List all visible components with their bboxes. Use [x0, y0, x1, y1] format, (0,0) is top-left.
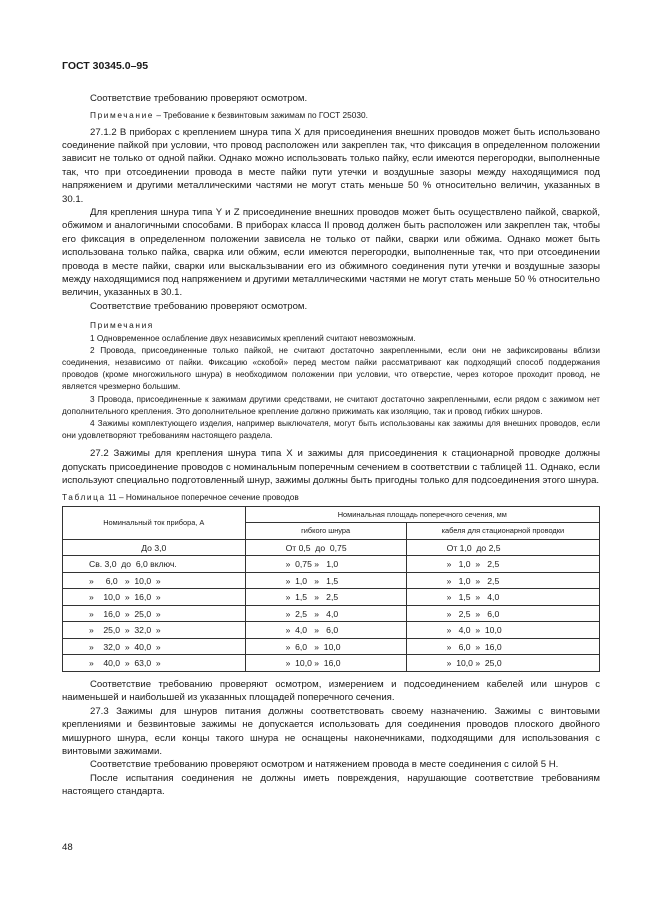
- table-cell: Св. 3,0 до 6,0 включ.: [63, 556, 246, 573]
- paragraph: Соответствие требованию проверяют осмотром.: [90, 93, 308, 104]
- paragraph: 27.2 Зажимы для крепления шнура типа X и зажимы для присоединения к стационарной проводке должны допускать присоединение проводов с номинальным поперечным сечением в соответствии с таблицей 11. Однако, если используют специально подготовленный шнур, зажимы должны быть пригодны только для подсоединения этого шнура.: [62, 448, 600, 487]
- document-header: ГОСТ 30345.0–95: [62, 60, 149, 72]
- header-flex-cord: гибкого шнура: [245, 523, 406, 540]
- note-item: 4 Зажимы комплектующего изделия, например выключателя, могут быть использованы как зажимы для внешних проводов, если они удовлетворяют требованиям настоящего раздела.: [62, 417, 600, 441]
- table-cell: » 10,0 » 16,0: [245, 655, 406, 672]
- paragraph: 27.3 Зажимы для шнуров питания должны соответствовать своему назначению. Зажимы с винтовыми креплениями и безвинтовые зажимы не допускается использовать для соединения проводов плоского двойного мишурного шнура, если концы такого шнура не оснащены наконечниками, подходящими для использования с винтовыми зажимами.: [62, 705, 600, 757]
- table-caption-text: 11 – Номинальное поперечное сечение проводов: [105, 491, 299, 502]
- header-area: Номинальная площадь поперечного сечения, мм: [245, 506, 599, 523]
- table-row: [63, 622, 600, 639]
- table-row: [63, 655, 600, 672]
- table-row: [63, 556, 600, 573]
- paragraph: Для крепления шнура типа Y и Z присоединение внешних проводов может быть осуществлено пайкой, сваркой, обжимом и аналогичными способами. В приборах класса II провод должен быть расположен или закреплен так, чтобы его фиксация в определенном положении зависела не только от пайки, сварки или обжима. Однако может быть использована только пайка, сварка или обжим, если имеются перегородки, выполненные так, что при отсоединении провода в месте пайки, сварки или выскальзывании его из обжимного соединения пути утечки и воздушные зазоры между находящимися под напряжением и другими металлическими частями не могут стать меньше 50 % относительно величин, указанных в 30.1.: [62, 207, 600, 299]
- table-cell: » 1,0 » 2,5: [406, 572, 599, 589]
- table-cell: » 4,0 » 6,0: [245, 622, 406, 639]
- document-body: [62, 92, 600, 799]
- table-cell: » 4,0 » 10,0: [406, 622, 599, 639]
- table-row: [63, 539, 600, 556]
- table-cell: » 6,0 » 16,0: [406, 638, 599, 655]
- table-cell: От 1,0 до 2,5: [406, 539, 599, 556]
- paragraph: Соответствие требованию проверяют осмотром, измерением и подсоединением кабелей или шнуров с наименьшей и наибольшей из указанных площадей поперечного сечения.: [62, 678, 600, 704]
- table-row: [63, 638, 600, 655]
- table-cell: » 2,5 » 4,0: [245, 605, 406, 622]
- paragraph: 27.1.2 В приборах с креплением шнура типа X для присоединения внешних проводов может быть использовано соединение пайкой при условии, что провод расположен или закреплен так, что фиксация в определенном положении зависит не только от одной пайки. Однако можно использовать только пайку, если имеются перегородки, выполненные так, что при отсоединении провода в месте пайки пути утечки и воздушные зазоры между находящимися под напряжением и другими металлическими частями не могут стать меньше 50 % относительно величин, указанных в 30.1.: [62, 126, 600, 205]
- note-item: 1 Одновременное ослабление двух независимых креплений считают невозможным.: [90, 332, 416, 343]
- table-cell: » 40,0 » 63,0 »: [63, 655, 246, 672]
- table-caption-label: Таблица: [62, 491, 106, 502]
- note-label: Примечание: [90, 110, 155, 121]
- note-text: – Требование к безвинтовым зажимам по ГОСТ 25030.: [154, 110, 368, 121]
- table-cell: » 1,0 » 2,5: [406, 556, 599, 573]
- paragraph: После испытания соединения не должны иметь повреждения, нарушающие соответствие требованиям настоящего стандарта.: [62, 772, 600, 798]
- notes-heading: Примечания: [90, 320, 154, 331]
- table-cell: » 6,0 » 10,0: [245, 638, 406, 655]
- note-item: 3 Провода, присоединенные к зажимам другими средствами, не считают достаточно закрепленными, если рядом с зажимом нет дополнительного крепления. Это дополнительное крепление должно прижимать как изоляцию, так и провод гибких шнуров.: [62, 393, 600, 416]
- page-number: 48: [62, 842, 73, 853]
- table-cell: От 0,5 до 0,75: [245, 539, 406, 556]
- table-cell: » 6,0 » 10,0 »: [63, 572, 246, 589]
- table-cell: До 3,0: [63, 539, 246, 556]
- table-caption: [62, 491, 600, 504]
- table-cell: » 1,0 » 1,5: [245, 572, 406, 589]
- table-row: [63, 589, 600, 606]
- table-cell: » 16,0 » 25,0 »: [63, 605, 246, 622]
- table-row: [63, 572, 600, 589]
- paragraph: Соответствие требованию проверяют осмотром и натяжением провода в месте соединения с силой 5 Н.: [90, 759, 559, 771]
- table-cell: » 32,0 » 40,0 »: [63, 638, 246, 655]
- table-cell: » 1,5 » 4,0: [406, 589, 599, 606]
- cross-section-table: [62, 506, 600, 672]
- table-cell: » 0,75 » 1,0: [245, 556, 406, 573]
- header-fixed-wiring: кабеля для стационарной проводки: [406, 523, 599, 540]
- table-cell: » 1,5 » 2,5: [245, 589, 406, 606]
- table-row: [63, 605, 600, 622]
- header-current: Номинальный ток прибора, А: [63, 506, 246, 539]
- note-item: 2 Провода, присоединенные только пайкой, не считают достаточно закрепленными, если они не зафиксированы вблизи соединения, независимо от пайки. Фиксацию «скобой» перед местом пайки рассматривают как подходящий способ поддержания проводов (кроме многожильного шнура) в необходимом положении при условии, что отверстие, через которое проходит провод, не является чрезмерно большим.: [62, 344, 600, 392]
- paragraph: Соответствие требованию проверяют осмотром.: [90, 300, 308, 312]
- table-cell: » 10,0 » 16,0 »: [63, 589, 246, 606]
- note: [62, 109, 600, 121]
- table-cell: » 2,5 » 6,0: [406, 605, 599, 622]
- table-cell: » 25,0 » 32,0 »: [63, 622, 246, 639]
- table-cell: » 10,0 » 25,0: [406, 655, 599, 672]
